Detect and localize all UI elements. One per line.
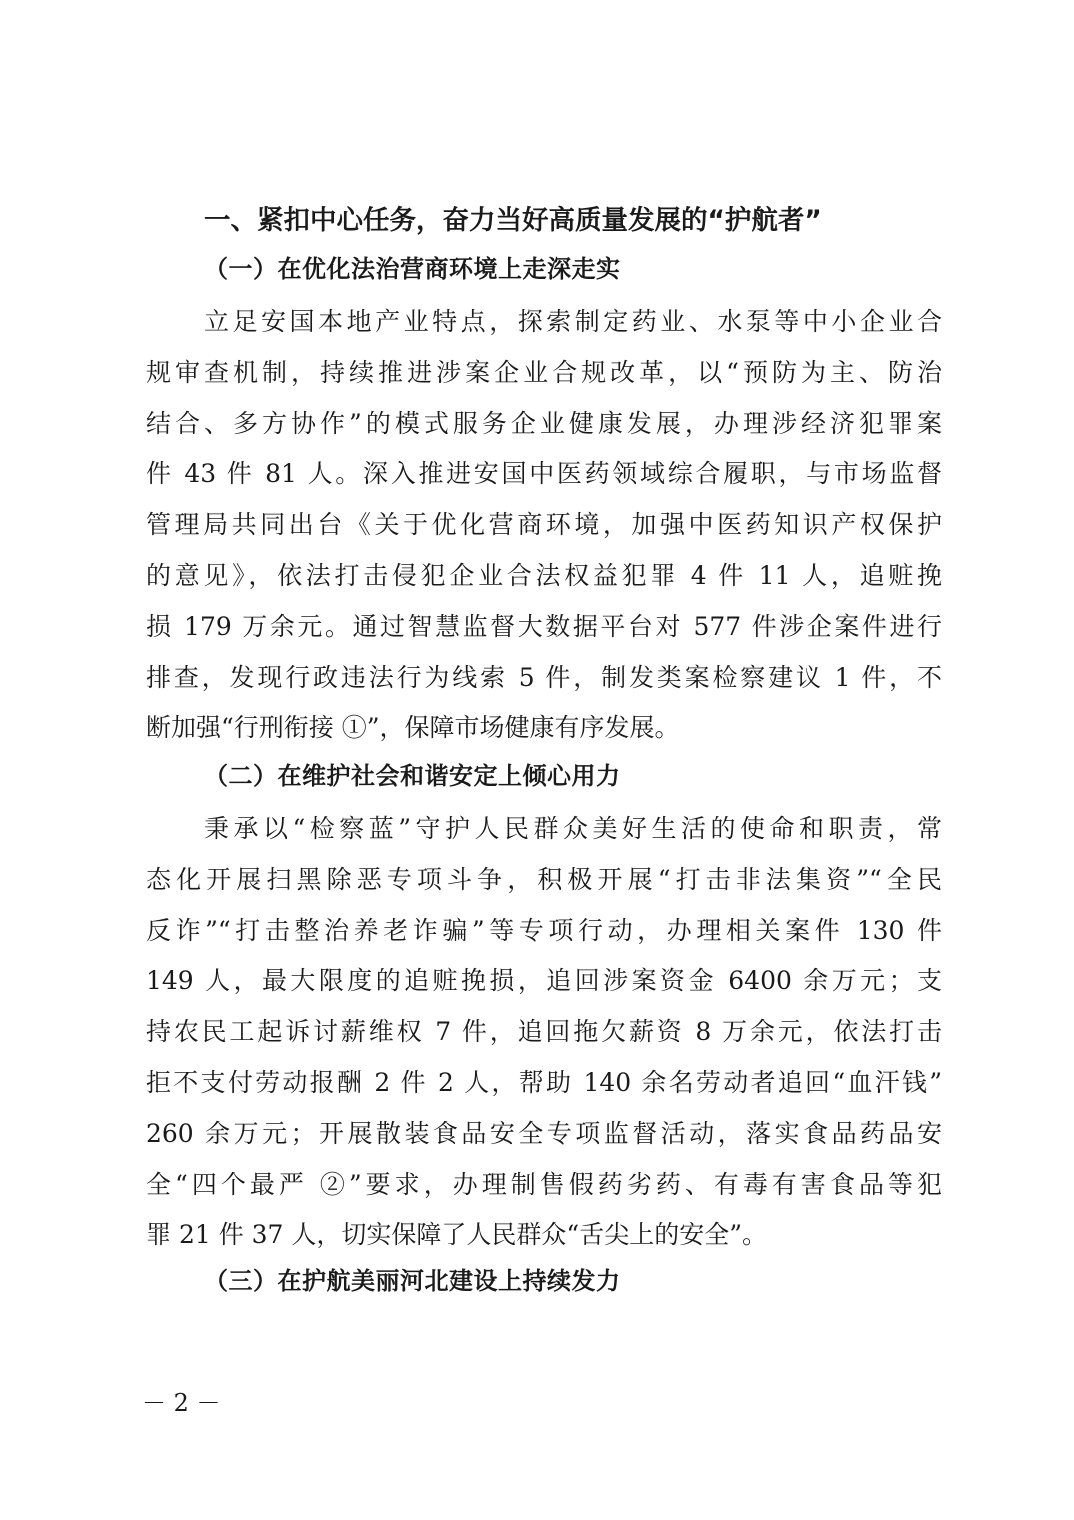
paragraph-line: 全“四个最严 ②”要求，办理制售假药劣药、有毒有害食品等犯 xyxy=(146,1169,942,1199)
section-title-1: （一）在优化法治营商环境上走深走实 xyxy=(204,255,621,283)
paragraph-line: 损 179 万余元。通过智慧监督大数据平台对 577 件涉企案件进行 xyxy=(146,611,942,641)
paragraph-line: 罪 21 件 37 人，切实保障了人民群众“舌尖上的安全”。 xyxy=(146,1220,767,1250)
paragraph-line: 拒不支付劳动报酬 2 件 2 人，帮助 140 余名劳动者追回“血汗钱” xyxy=(146,1067,942,1097)
paragraph-line: 管理局共同出台《关于优化营商环境，加强中医药知识产权保护 xyxy=(146,510,942,540)
section-title-2: （二）在维护社会和谐安定上倾心用力 xyxy=(204,762,621,790)
paragraph-line: 反诈”“打击整治养老诈骗”等专项行动，办理相关案件 130 件 xyxy=(146,915,942,945)
paragraph-line: 结合、多方协作”的模式服务企业健康发展，办理涉经济犯罪案 xyxy=(146,408,942,438)
section-title-3: （三）在护航美丽河北建设上持续发力 xyxy=(204,1267,621,1295)
paragraph-line: 149 人，最大限度的追赃挽损，追回涉案资金 6400 余万元；支 xyxy=(146,966,942,996)
paragraph-line: 件 43 件 81 人。深入推进安国中医药领域综合履职，与市场监督 xyxy=(146,459,942,489)
paragraph-line: 的意见》，依法打击侵犯企业合法权益犯罪 4 件 11 人，追赃挽 xyxy=(146,560,942,590)
paragraph-line: 规审查机制，持续推进涉案企业合规改革，以“预防为主、防治 xyxy=(146,357,942,387)
paragraph-line: 排查，发现行政违法行为线索 5 件，制发类案检察建议 1 件，不 xyxy=(146,662,942,692)
paragraph-line: 立足安国本地产业特点，探索制定药业、水泵等中小企业合 xyxy=(204,307,942,336)
section-1-paragraph xyxy=(146,297,942,754)
page-number: － 2 － xyxy=(142,1389,221,1417)
paragraph-line: 断加强“行刑衔接 ①”，保障市场健康有序发展。 xyxy=(146,713,680,743)
chapter-heading: 一、紧扣中心任务，奋力当好高质量发展的“护航者” xyxy=(204,205,822,236)
paragraph-line: 260 余万元；开展散装食品安全专项监督活动，落实食品药品安 xyxy=(146,1118,942,1148)
paragraph-line: 秉承以“检察蓝”守护人民群众美好生活的使命和职责，常 xyxy=(204,814,942,843)
paragraph-line: 态化开展扫黑除恶专项斗争，积极开展“打击非法集资”“全民 xyxy=(146,864,942,894)
section-2-paragraph xyxy=(146,804,942,1261)
paragraph-line: 持农民工起诉讨薪维权 7 件，追回拖欠薪资 8 万余元，依法打击 xyxy=(146,1017,942,1047)
